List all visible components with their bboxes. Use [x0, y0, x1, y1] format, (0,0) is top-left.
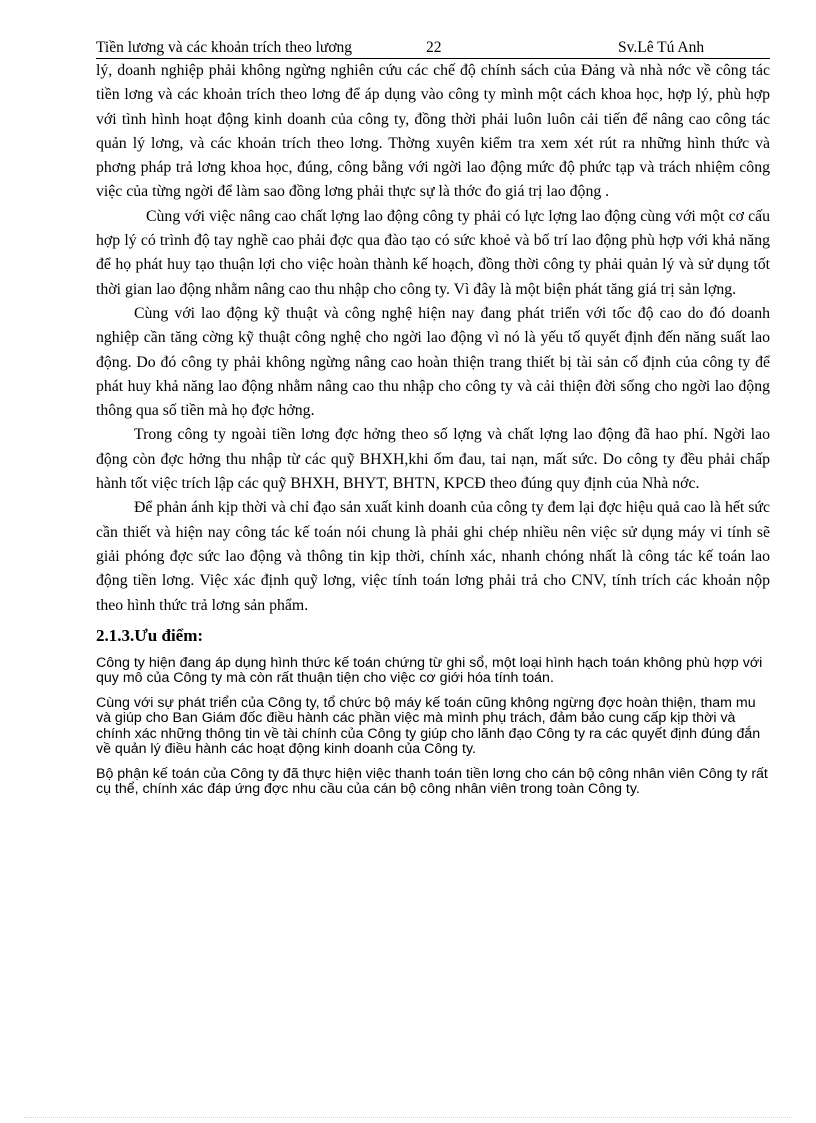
paragraph-3: Cùng với lao động kỹ thuật và công nghệ hiện nay đang phát triển với tốc độ cao do đó doanh nghiệp cần tăng cờng kỹ thuật công nghệ cho ngời lao động vì nó là yếu tố quyết định đến năng suất lao động. Do đó công ty phải không ngừng nâng cao hoàn thiện trang thiết bị tài sản cố định của công ty để phát huy khả năng lao động nhằm nâng cao thu nhập cho công ty và cải thiện đời sống cho ngời lao động thông qua số tiền mà họ đợc hởng.	[96, 304, 770, 420]
section-paragraph-3: Bộ phận kế toán của Công ty đã thực hiện việc thanh toán tiền lơng cho cán bộ công nhân viên Công ty rất cụ thể, chính xác đáp ứng đợc nhu cầu của cán bộ công nhân viên trong toàn Công ty.	[96, 765, 768, 798]
page-header	[96, 38, 770, 59]
header-title: Tiền lương và các khoản trích theo lương	[96, 39, 353, 56]
header-author: Sv.Lê Tú Anh	[618, 39, 705, 56]
section-paragraph-1: Công ty hiện đang áp dụng hình thức kế toán chứng từ ghi sổ, một loại hình hạch toán không phù hợp với quy mô của Công ty mà còn rất thuận tiện cho việc cơ giới hóa tính toán.	[96, 654, 763, 687]
page-number: 22	[426, 39, 442, 56]
document-page	[96, 38, 770, 807]
section-paragraph-2: Cùng với sự phát triển của Công ty, tổ chức bộ máy kế toán cũng không ngừng đợc hoàn thiện, tham mu và giúp cho Ban Giám đốc điều hành các phần việc mà mình phụ trách, đảm bảo cung cấp kịp thời và chính xác những thông tin về tài chính của Công ty giúp cho lãnh đạo Công ty ra các quyết định đúng đắn về quản lý điều hành các hoạt động kinh doanh của Công ty.	[96, 694, 761, 758]
paragraph-2: Cùng với việc nâng cao chất lợng lao động công ty phải có lực lợng lao động cùng với một cơ cấu hợp lý có trình độ tay nghề cao phải đợc qua đào tạo có sức khoẻ và bố trí lao động phù hợp với khả năng để họ phát huy tạo thuận lợi cho việc hoàn thành kế hoạch, đồng thời công ty phải quản lý và sử dụng tốt thời gian lao động nhằm nâng cao thu nhập cho công ty. Vì đây là một biện phát tăng giá trị sản lợng.	[96, 207, 770, 298]
paragraph-5: Để phản ánh kịp thời và chỉ đạo sản xuất kinh doanh của công ty đem lại đợc hiệu quả cao là hết sức cần thiết và hiện nay công tác kế toán nói chung là phải ghi chép nhiều nên việc sử dụng máy vi tính sẽ giải phóng đợc sức lao động và thông tin kịp thời, chính xác, nhanh chóng nhất là công tác kế toán lao động tiền lơng. Việc xác định quỹ lơng, việc tính toán lơng phải trả cho CNV, tính trích các khoản nộp theo hình thức trả lơng sản phẩm.	[96, 499, 770, 614]
page-bottom-divider	[24, 1117, 792, 1118]
paragraph-4: Trong công ty ngoài tiền lơng đợc hởng theo số lợng và chất lợng lao động đã hao phí. Ngời lao động còn đợc hởng thu nhập từ các quỹ BHXH,khi ốm đau, tai nạn, mất sức. Do công ty đều phải chấp hành tốt việc trích lập các quỹ BHXH, BHYT, BHTN, KPCĐ theo đúng quy định của Nhà nớc.	[96, 426, 770, 493]
document-body	[96, 59, 770, 618]
paragraph-1: lý, doanh nghiệp phải không ngừng nghiên cứu các chế độ chính sách của Đảng và nhà nớc về công tác tiền lơng và các khoản trích theo lơng để áp dụng vào công ty mình một cách khoa học, hợp lý, phù hợp với tình hình hoạt động kinh doanh của công ty, đồng thời phải luôn luôn cải tiến để nâng cao công tác quản lý lơng, và các khoản trích theo lơng. Thờng xuyên kiểm tra xem xét rút ra những hình thức và phơng pháp trả lơng khoa học, đúng, công bằng với ngời lao động mức độ phức tạp và trách nhiệm công việc của từng ngời để làm sao đồng lơng phải thực sự là thớc đo giá trị lao động .	[96, 62, 770, 201]
section-heading: 2.1.3.Ưu điểm:	[96, 625, 204, 645]
